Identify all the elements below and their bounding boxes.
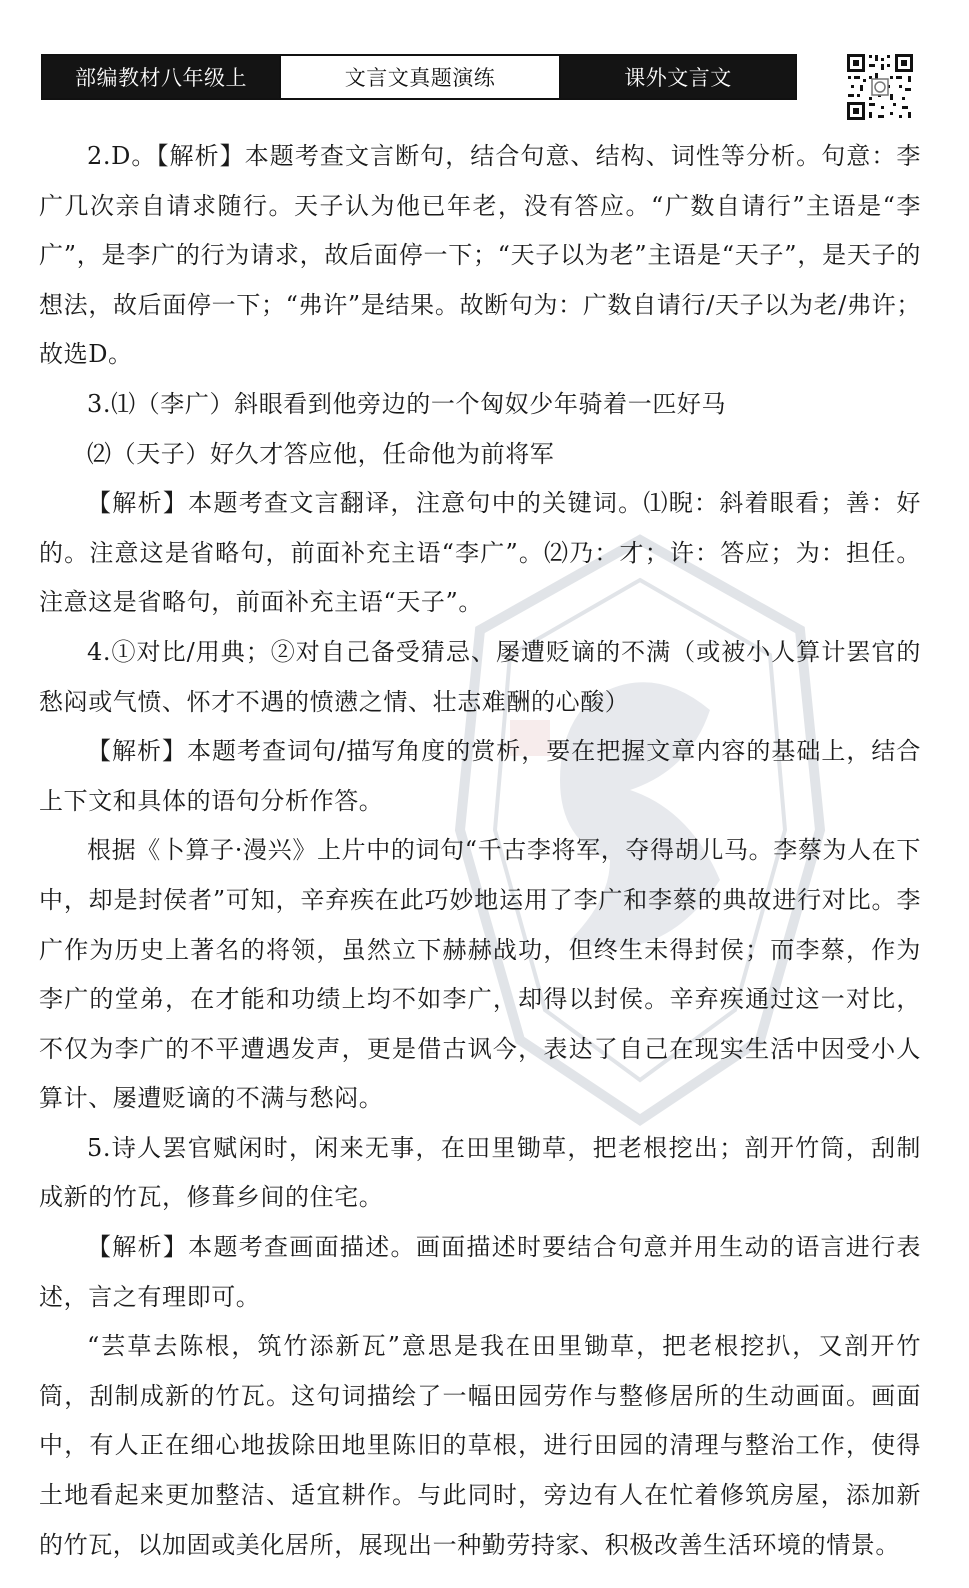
- analysis-detail-q5: “芸草去陈根，筑竹添新瓦”意思是我在田里锄草，把老根挖扒，又剖开竹筒，刮制成新的竹瓦。这句词描绘了一幅田园劳作与整修居所的生动画面。画面中，有人正在细心地拔除田地里陈旧的草根，进行田园的清理与整治工作，使得土地看起来更加整洁、适宜耕作。与此同时，旁边有人在忙着修筑房屋，添加新的竹瓦，以加固或美化居所，展现出一种勤劳持家、积极改善生活环境的情景。: [39, 1332, 921, 1559]
- header-section-title: 文言文真题演练: [279, 56, 561, 98]
- analysis-paragraph-q4: 【解析】本题考查词句/描写角度的赏析，要在把握文章内容的基础上，结合上下文和具体的语句分析作答。: [39, 737, 921, 815]
- analysis-paragraph-q5: 【解析】本题考查画面描述。画面描述时要结合句意并用生动的语言进行表述，言之有理即可。: [39, 1233, 921, 1311]
- answer-content: [39, 132, 921, 1570]
- answer-paragraph-q3-2: ⑵（天子）好久才答应他，任命他为前将军: [87, 439, 555, 468]
- analysis-detail-q4: 根据《卜算子·漫兴》上片中的词句“千古李将军，夺得胡儿马。李蔡为人在下中，却是封侯者”可知，辛弃疾在此巧妙地运用了李广和李蔡的典故进行对比。李广作为历史上著名的将领，虽然立下赫赫战功，但终生未得封侯；而李蔡，作为李广的堂弟，在才能和功绩上均不如李广，却得以封侯。辛弃疾通过这一对比，不仅为李广的不平遭遇发声，更是借古讽今，表达了自己在现实生活中因受小人算计、屡遭贬谪的不满与愁闷。: [39, 836, 921, 1113]
- answer-paragraph-q2: 2.D。【解析】本题考查文言断句，结合句意、结构、词性等分析。句意：李广几次亲自请求随行。天子认为他已年老，没有答应。“广数自请行”主语是“李广”，是李广的行为请求，故后面停一下；“天子以为老”主语是“天子”，是天子的想法，故后面停一下；“弗许”是结果。故断句为：广数自请行/天子以为老/弗许；故选D。: [39, 142, 921, 369]
- header-grade-label: 部编教材八年级上: [43, 56, 279, 98]
- header-bar: [41, 54, 797, 100]
- answer-paragraph-q3-1: 3.⑴（李广）斜眼看到他旁边的一个匈奴少年骑着一匹好马: [87, 389, 727, 418]
- answer-paragraph-q5: 5.诗人罢官赋闲时，闲来无事，在田里锄草，把老根挖出；剖开竹筒，刮制成新的竹瓦，修葺乡间的住宅。: [39, 1133, 921, 1212]
- answer-paragraph-q4: 4.①对比/用典；②对自己备受猜忌、屡遭贬谪的不满（或被小人算计罢官的愁闷或气愤、怀才不遇的愤懑之情、壮志难酬的心酸）: [39, 637, 921, 716]
- analysis-paragraph-q3: 【解析】本题考查文言翻译，注意句中的关键词。⑴睨：斜着眼看；善：好的。注意这是省略句，前面补充主语“李广”。⑵乃：才；许：答应；为：担任。注意这是省略句，前面补充主语“天子”。: [39, 489, 921, 617]
- qr-code-icon: [845, 52, 915, 122]
- header-category-label: 课外文言文: [561, 56, 795, 98]
